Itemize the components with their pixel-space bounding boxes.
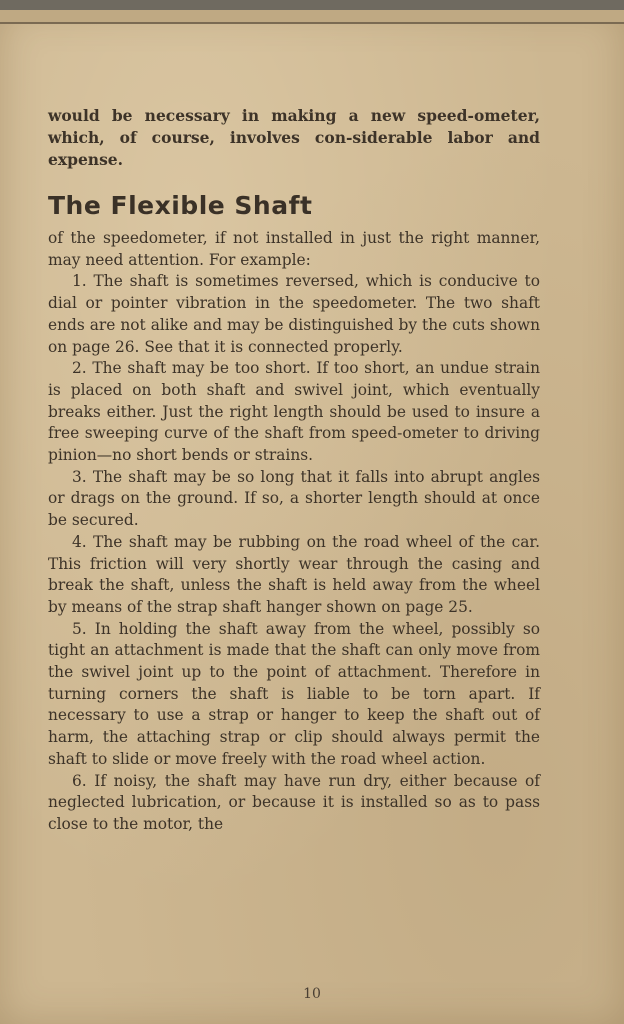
page-top-edge: [0, 10, 624, 24]
page-content: [48, 105, 540, 836]
paragraph-item-6: 6. If noisy, the shaft may have run dry, either because of neglected lubrication, or because it is installed so as to pass close to the motor, the: [48, 771, 540, 833]
page-number: 10: [303, 986, 321, 1002]
body-text: [48, 228, 540, 836]
paragraph-item-1: 1. The shaft is sometimes reversed, which is conducive to dial or pointer vibration in the speedometer. The two shaft ends are not alike and may be distinguished by the cuts shown on page 26. See that it is connected properly.: [48, 272, 540, 356]
book-page: [0, 10, 624, 1024]
paragraph-item-5: 5. In holding the shaft away from the wheel, possibly so tight an attachment is made that the shaft can only move from the swivel joint up to the point of attachment. Therefore in turning corners the shaft is liable to be torn apart. If necessary to use a strap or hanger to keep the shaft out of harm, the attaching strap or clip should always permit the shaft to slide or move freely with the road wheel action.: [48, 619, 540, 768]
paragraph-item-4: 4. The shaft may be rubbing on the road wheel of the car. This friction will very shortly wear through the casing and break the shaft, unless the shaft is held away from the wheel by means of the strap shaft hanger shown on page 25.: [48, 532, 540, 616]
paragraph-item-3: 3. The shaft may be so long that it falls into abrupt angles or drags on the ground. If so, a shorter length should at once be secured.: [48, 467, 540, 530]
paragraph-intro: of the speedometer, if not installed in just the right manner, may need attention. For example:: [48, 229, 540, 269]
section-heading: The Flexible Shaft: [48, 191, 313, 220]
lead-paragraph: would be necessary in making a new speed-ometer, which, of course, involves con-siderable labor and expense.: [48, 106, 540, 169]
paragraph-item-2: 2. The shaft may be too short. If too short, an undue strain is placed on both shaft and swivel joint, which eventually breaks either. Just the right length should be used to insure a free sweeping curve of the shaft from speed-ometer to driving pinion—no short bends or strains.: [48, 359, 540, 465]
